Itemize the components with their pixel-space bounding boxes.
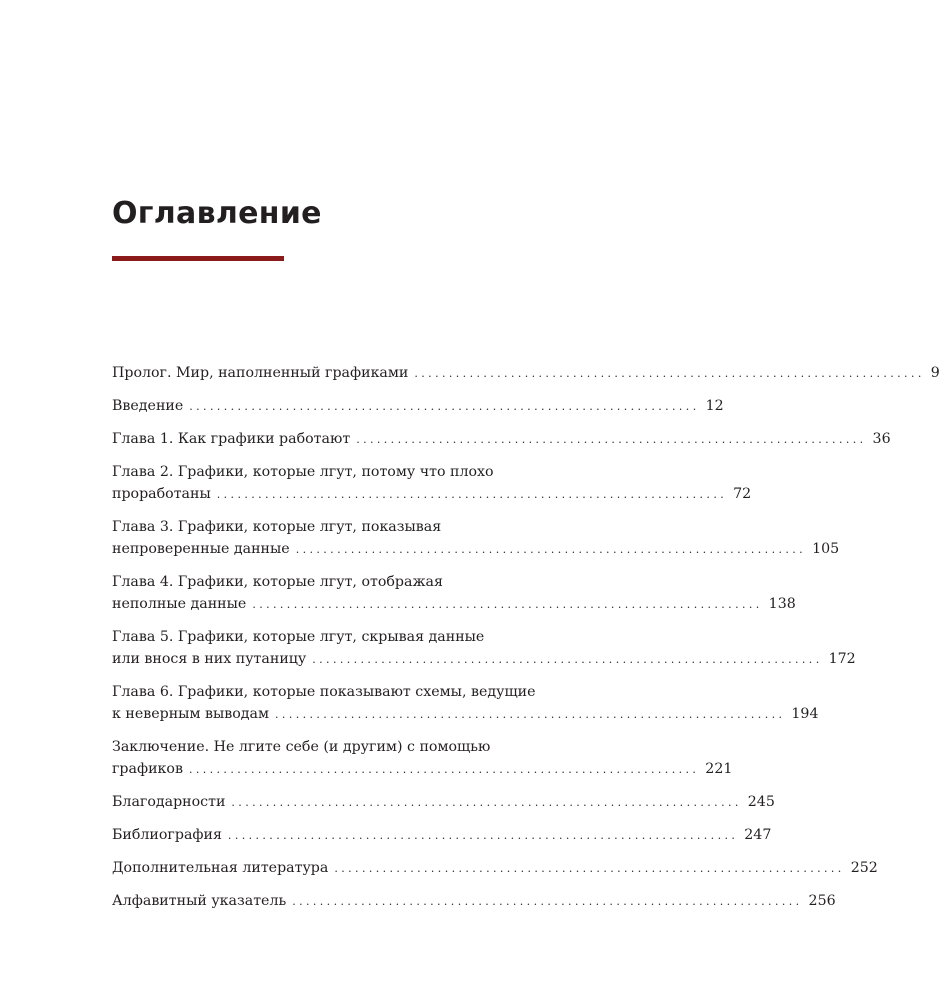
dot-leader: .......................................................................... — [312, 653, 823, 666]
toc-entry-title-line-2: неполные данные — [112, 596, 247, 612]
dot-leader: .......................................................................... — [216, 488, 728, 501]
toc-entry-conclusion[interactable] — [112, 736, 733, 781]
toc-entry-title-line-1: Глава 3. Графики, которые лгут, показывая — [112, 519, 442, 535]
dot-leader: .......................................................................... — [252, 598, 763, 611]
toc-entry-page: 172 — [828, 651, 856, 667]
toc-entry-page: 138 — [768, 596, 796, 612]
toc-entry-page: 245 — [747, 794, 775, 810]
toc-entry-prologue[interactable] — [112, 362, 940, 385]
toc-entry-chapter-2[interactable] — [112, 461, 752, 506]
toc-entry-title: Глава 1. Как графики работают — [112, 431, 351, 447]
toc-entry-page: 256 — [808, 893, 836, 909]
toc-entry-page: 36 — [872, 431, 891, 447]
dot-leader: .......................................................................... — [295, 543, 807, 556]
toc-entry-page: 12 — [705, 398, 724, 414]
toc-entry-title-line-1: Глава 6. Графики, которые показывают схемы, ведущие — [112, 684, 536, 700]
toc-entry-title-line-2: к неверным выводам — [112, 706, 270, 722]
dot-leader: .......................................................................... — [414, 367, 925, 380]
toc-entry-title: Пролог. Мир, наполненный графиками — [112, 365, 409, 381]
toc-entry-page: 9 — [930, 365, 940, 381]
toc-entry-chapter-5[interactable] — [112, 626, 856, 671]
toc-entry-chapter-4[interactable] — [112, 571, 796, 616]
toc-entry-title-line-2: проработаны — [112, 486, 211, 502]
toc-entry-title-line-1: Заключение. Не лгите себе (и другим) с помощью — [112, 739, 491, 755]
toc-entry-title-line-2: непроверенные данные — [112, 541, 290, 557]
toc-entry-chapter-1[interactable] — [112, 428, 891, 451]
table-of-contents — [112, 362, 940, 923]
dot-leader: .......................................................................... — [275, 708, 786, 721]
page-title: Оглавление — [112, 196, 322, 231]
toc-entry-title: Библиография — [112, 827, 222, 843]
toc-entry-title-line-2: графиков — [112, 761, 183, 777]
dot-leader: .......................................................................... — [356, 433, 867, 446]
toc-entry-page: 221 — [705, 761, 733, 777]
dot-leader: .......................................................................... — [334, 862, 845, 875]
toc-entry-page: 72 — [733, 486, 752, 502]
toc-entry-bibliography[interactable] — [112, 824, 772, 847]
toc-entry-page: 105 — [812, 541, 840, 557]
dot-leader: .......................................................................... — [292, 895, 803, 908]
toc-entry-introduction[interactable] — [112, 395, 724, 418]
toc-entry-title-line-1: Глава 4. Графики, которые лгут, отображая — [112, 574, 443, 590]
toc-entry-title-line-1: Глава 2. Графики, которые лгут, потому что плохо — [112, 464, 494, 480]
dot-leader: .......................................................................... — [231, 796, 742, 809]
dot-leader: .......................................................................... — [188, 763, 700, 776]
toc-entry-index[interactable] — [112, 890, 836, 913]
toc-entry-title: Дополнительная литература — [112, 860, 329, 876]
toc-entry-title: Благодарности — [112, 794, 226, 810]
toc-entry-chapter-6[interactable] — [112, 681, 819, 726]
toc-entry-page: 252 — [850, 860, 878, 876]
toc-entry-title: Введение — [112, 398, 184, 414]
toc-entry-acknowledgements[interactable] — [112, 791, 775, 814]
dot-leader: .......................................................................... — [189, 400, 700, 413]
toc-entry-title: Алфавитный указатель — [112, 893, 287, 909]
toc-entry-further-reading[interactable] — [112, 857, 878, 880]
title-underline — [112, 256, 284, 261]
toc-entry-chapter-3[interactable] — [112, 516, 840, 561]
toc-entry-title-line-1: Глава 5. Графики, которые лгут, скрывая данные — [112, 629, 485, 645]
dot-leader: .......................................................................... — [227, 829, 739, 842]
toc-entry-page: 247 — [744, 827, 772, 843]
toc-entry-title-line-2: или внося в них путаницу — [112, 651, 307, 667]
toc-entry-page: 194 — [791, 706, 819, 722]
